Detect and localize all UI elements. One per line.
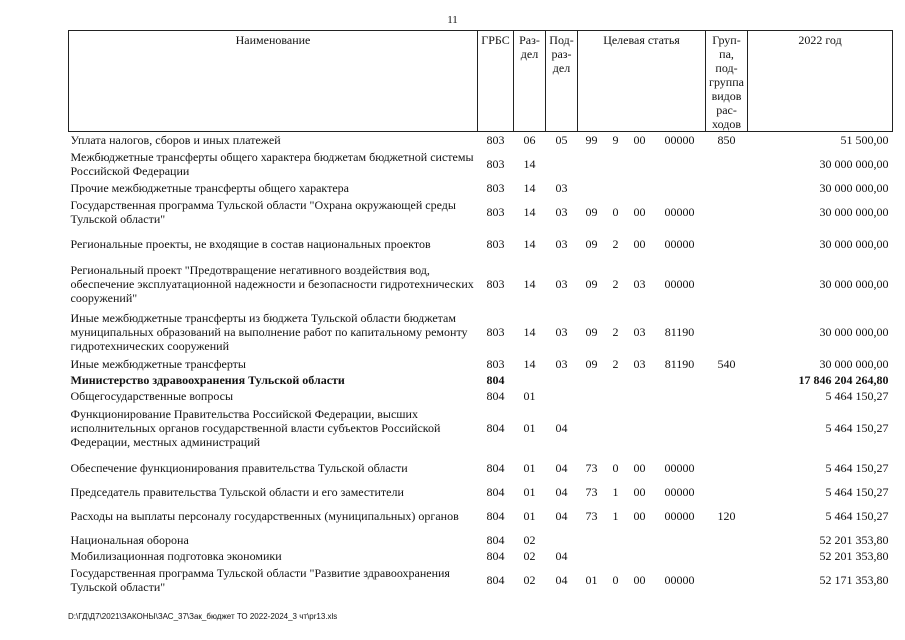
cell-amount: 52 201 353,80	[819, 548, 889, 563]
cell-target-program: 09	[585, 204, 598, 219]
cell-expense-group	[706, 548, 748, 564]
cell-amount: 5 464 150,27	[825, 508, 889, 523]
cell-grbs: 804	[486, 532, 505, 547]
budget-table	[68, 30, 893, 596]
table-row	[69, 132, 893, 148]
cell-target-main: 00	[633, 484, 646, 499]
cell-target-program	[578, 372, 606, 388]
cell-expense-group	[706, 484, 748, 500]
cell-target-direction	[654, 532, 706, 548]
table-row	[69, 452, 893, 484]
cell-razdel: 02	[523, 548, 536, 563]
cell-name: Министерство здравоохранения Тульской области	[70, 372, 345, 387]
cell-target-program	[578, 532, 606, 548]
cell-target-program: 99	[585, 132, 598, 147]
cell-name: Государственная программа Тульской области "Охрана окружающей среды Тульской области"	[70, 197, 456, 226]
file-path-footer: D:\ГД\Д7\2021\ЗАКОНЫ\ЗАС_37\Зак_бюджет ТО 2022-2024_3 чт\pr13.xls	[68, 612, 338, 621]
cell-target-direction	[654, 180, 706, 196]
cell-target-direction	[654, 548, 706, 564]
cell-razdel	[514, 372, 546, 388]
cell-grbs: 803	[486, 156, 505, 171]
cell-target-main: 03	[633, 276, 646, 291]
header-year: 2022 год	[748, 31, 893, 132]
table-header	[69, 31, 893, 132]
cell-target-direction: 00000	[664, 572, 695, 587]
table-row	[69, 548, 893, 564]
cell-name: Прочие межбюджетные трансферты общего характера	[70, 180, 349, 195]
cell-podrazdel	[546, 388, 578, 404]
table-row	[69, 180, 893, 196]
cell-target-main: 00	[633, 204, 646, 219]
cell-target-program: 09	[585, 236, 598, 251]
cell-grbs: 803	[486, 324, 505, 339]
cell-podrazdel: 04	[555, 508, 568, 523]
cell-expense-group	[706, 532, 748, 548]
cell-target-program	[578, 548, 606, 564]
cell-target-direction: 00000	[664, 204, 695, 219]
table-row	[69, 196, 893, 228]
cell-name: Национальная оборона	[70, 532, 189, 547]
cell-target-program: 73	[585, 508, 598, 523]
table-row	[69, 532, 893, 548]
table-row	[69, 500, 893, 532]
page-number: 11	[447, 14, 458, 26]
cell-target-direction: 00000	[664, 460, 695, 475]
header-grbs: ГРБС	[478, 31, 514, 132]
cell-target-main: 03	[633, 356, 646, 371]
cell-razdel: 14	[523, 276, 536, 291]
cell-razdel: 02	[523, 532, 536, 547]
cell-razdel: 01	[523, 388, 536, 403]
cell-target-subprogram: 1	[612, 508, 619, 523]
cell-podrazdel: 04	[555, 460, 568, 475]
cell-target-main: 03	[633, 324, 646, 339]
cell-target-program	[578, 404, 606, 452]
table-row	[69, 404, 893, 452]
cell-grbs: 804	[486, 388, 505, 403]
cell-grbs: 803	[486, 204, 505, 219]
table-row	[69, 372, 893, 388]
cell-target-subprogram: 2	[612, 356, 619, 371]
cell-name: Уплата налогов, сборов и иных платежей	[70, 132, 281, 147]
cell-amount: 51 500,00	[840, 132, 889, 147]
table-row	[69, 356, 893, 372]
cell-name: Общегосударственные вопросы	[70, 388, 234, 403]
cell-grbs: 803	[486, 180, 505, 195]
cell-target-main	[626, 180, 654, 196]
cell-podrazdel: 04	[555, 420, 568, 435]
table-row	[69, 484, 893, 500]
cell-target-direction: 81190	[664, 324, 695, 339]
table-row	[69, 308, 893, 356]
header-razdel: Раз-дел	[514, 31, 546, 132]
cell-grbs: 803	[486, 356, 505, 371]
cell-razdel: 01	[523, 460, 536, 475]
cell-target-direction	[654, 372, 706, 388]
cell-grbs: 804	[486, 372, 505, 387]
cell-target-subprogram	[606, 148, 626, 180]
cell-target-direction	[654, 404, 706, 452]
cell-target-program: 09	[585, 324, 598, 339]
table-row	[69, 228, 893, 260]
cell-amount: 5 464 150,27	[825, 420, 889, 435]
cell-amount: 30 000 000,00	[819, 236, 889, 251]
cell-target-program: 09	[585, 276, 598, 291]
cell-podrazdel: 03	[555, 356, 568, 371]
cell-expense-group	[706, 148, 748, 180]
cell-name: Межбюджетные трансферты общего характера бюджетам бюджетной системы Российской Федерации	[70, 149, 474, 178]
cell-target-subprogram: 2	[612, 324, 619, 339]
cell-target-main: 00	[633, 460, 646, 475]
cell-target-program: 73	[585, 460, 598, 475]
table-row	[69, 260, 893, 308]
cell-target-main	[626, 388, 654, 404]
cell-amount: 30 000 000,00	[819, 180, 889, 195]
cell-razdel: 14	[523, 356, 536, 371]
cell-razdel: 14	[523, 156, 536, 171]
cell-target-main: 00	[633, 236, 646, 251]
cell-grbs: 803	[486, 132, 505, 147]
header-podrazdel: Под-раз-дел	[546, 31, 578, 132]
cell-podrazdel: 04	[555, 548, 568, 563]
cell-expense-group	[706, 228, 748, 260]
cell-grbs: 803	[486, 276, 505, 291]
cell-target-program	[578, 388, 606, 404]
cell-target-main: 00	[633, 572, 646, 587]
cell-target-main: 00	[633, 508, 646, 523]
cell-amount: 17 846 204 264,80	[798, 372, 889, 387]
table-body	[69, 132, 893, 596]
cell-razdel: 01	[523, 484, 536, 499]
cell-podrazdel: 05	[555, 132, 568, 147]
cell-target-subprogram: 0	[612, 460, 619, 475]
cell-expense-group	[706, 308, 748, 356]
cell-target-direction	[654, 148, 706, 180]
cell-expense-group: 540	[717, 356, 736, 371]
cell-target-program: 01	[585, 572, 598, 587]
cell-expense-group	[706, 452, 748, 484]
cell-name: Иные межбюджетные трансферты	[70, 356, 246, 371]
cell-podrazdel: 03	[555, 204, 568, 219]
cell-target-main: 00	[633, 132, 646, 147]
table-row	[69, 388, 893, 404]
cell-target-direction: 00000	[664, 276, 695, 291]
cell-target-program	[578, 148, 606, 180]
cell-razdel: 02	[523, 572, 536, 587]
cell-target-program: 09	[585, 356, 598, 371]
cell-name: Иные межбюджетные трансферты из бюджета Тульской области бюджетам муниципальных образований на выполнение работ по капитальному ремонту гидротехнических сооружений	[70, 310, 468, 353]
cell-target-main	[626, 404, 654, 452]
cell-grbs: 804	[486, 548, 505, 563]
cell-amount: 52 171 353,80	[819, 572, 889, 587]
cell-target-subprogram	[606, 548, 626, 564]
cell-expense-group: 120	[717, 508, 736, 523]
cell-name: Обеспечение функционирования правительства Тульской области	[70, 460, 408, 475]
cell-expense-group	[706, 180, 748, 196]
cell-grbs: 804	[486, 508, 505, 523]
cell-target-subprogram: 2	[612, 236, 619, 251]
cell-amount: 52 201 353,80	[819, 532, 889, 547]
cell-amount: 30 000 000,00	[819, 356, 889, 371]
cell-expense-group	[706, 564, 748, 596]
cell-podrazdel: 03	[555, 324, 568, 339]
cell-razdel: 14	[523, 324, 536, 339]
cell-target-subprogram: 1	[612, 484, 619, 499]
cell-podrazdel	[546, 372, 578, 388]
cell-expense-group	[706, 404, 748, 452]
cell-target-direction	[654, 388, 706, 404]
cell-amount: 5 464 150,27	[825, 388, 889, 403]
cell-razdel: 01	[523, 420, 536, 435]
cell-amount: 30 000 000,00	[819, 156, 889, 171]
cell-target-subprogram: 2	[612, 276, 619, 291]
header-group: Груп-па, под-группа видов рас-ходов	[706, 31, 748, 132]
cell-name: Региональный проект "Предотвращение негативного воздействия вод, обеспечение эксплуатационной надежности и безопасности гидротехнических сооружений"	[70, 262, 474, 305]
header-target: Целевая статья	[578, 31, 706, 132]
cell-amount: 5 464 150,27	[825, 484, 889, 499]
cell-amount: 5 464 150,27	[825, 460, 889, 475]
header-name: Наименование	[69, 31, 478, 132]
cell-expense-group	[706, 388, 748, 404]
cell-target-subprogram	[606, 372, 626, 388]
cell-podrazdel: 04	[555, 484, 568, 499]
cell-expense-group	[706, 372, 748, 388]
cell-target-subprogram: 0	[612, 572, 619, 587]
cell-expense-group: 850	[717, 132, 736, 147]
cell-razdel: 01	[523, 508, 536, 523]
cell-target-direction: 00000	[664, 484, 695, 499]
cell-name: Мобилизационная подготовка экономики	[70, 548, 282, 563]
cell-grbs: 804	[486, 484, 505, 499]
cell-target-main	[626, 148, 654, 180]
cell-podrazdel	[546, 148, 578, 180]
cell-name: Государственная программа Тульской области "Развитие здравоохранения Тульской области"	[70, 565, 450, 594]
cell-grbs: 804	[486, 572, 505, 587]
cell-target-subprogram	[606, 404, 626, 452]
cell-target-subprogram: 0	[612, 204, 619, 219]
cell-name: Расходы на выплаты персоналу государственных (муниципальных) органов	[70, 508, 459, 523]
cell-podrazdel: 04	[555, 572, 568, 587]
cell-target-program: 73	[585, 484, 598, 499]
table-row	[69, 148, 893, 180]
cell-target-main	[626, 372, 654, 388]
cell-target-direction: 81190	[664, 356, 695, 371]
cell-target-subprogram: 9	[612, 132, 619, 147]
cell-name: Председатель правительства Тульской области и его заместители	[70, 484, 404, 499]
table-row	[69, 564, 893, 596]
cell-target-subprogram	[606, 388, 626, 404]
cell-amount: 30 000 000,00	[819, 324, 889, 339]
cell-grbs: 803	[486, 236, 505, 251]
cell-name: Региональные проекты, не входящие в состав национальных проектов	[70, 236, 431, 251]
cell-razdel: 14	[523, 236, 536, 251]
cell-target-main	[626, 532, 654, 548]
cell-razdel: 14	[523, 204, 536, 219]
cell-name: Функционирование Правительства Российской Федерации, высших исполнительных органов государственной власти субъектов Российской Федерации, местных администраций	[70, 406, 441, 449]
cell-target-direction: 00000	[664, 508, 695, 523]
cell-podrazdel: 03	[555, 276, 568, 291]
cell-target-subprogram	[606, 532, 626, 548]
cell-podrazdel	[546, 532, 578, 548]
cell-target-main	[626, 548, 654, 564]
cell-expense-group	[706, 260, 748, 308]
cell-grbs: 804	[486, 420, 505, 435]
cell-target-subprogram	[606, 180, 626, 196]
cell-razdel: 06	[523, 132, 536, 147]
cell-target-program	[578, 180, 606, 196]
cell-podrazdel: 03	[555, 180, 568, 195]
cell-amount: 30 000 000,00	[819, 204, 889, 219]
cell-target-direction: 00000	[664, 132, 695, 147]
cell-target-direction: 00000	[664, 236, 695, 251]
cell-razdel: 14	[523, 180, 536, 195]
cell-podrazdel: 03	[555, 236, 568, 251]
cell-grbs: 804	[486, 460, 505, 475]
cell-amount: 30 000 000,00	[819, 276, 889, 291]
cell-expense-group	[706, 196, 748, 228]
